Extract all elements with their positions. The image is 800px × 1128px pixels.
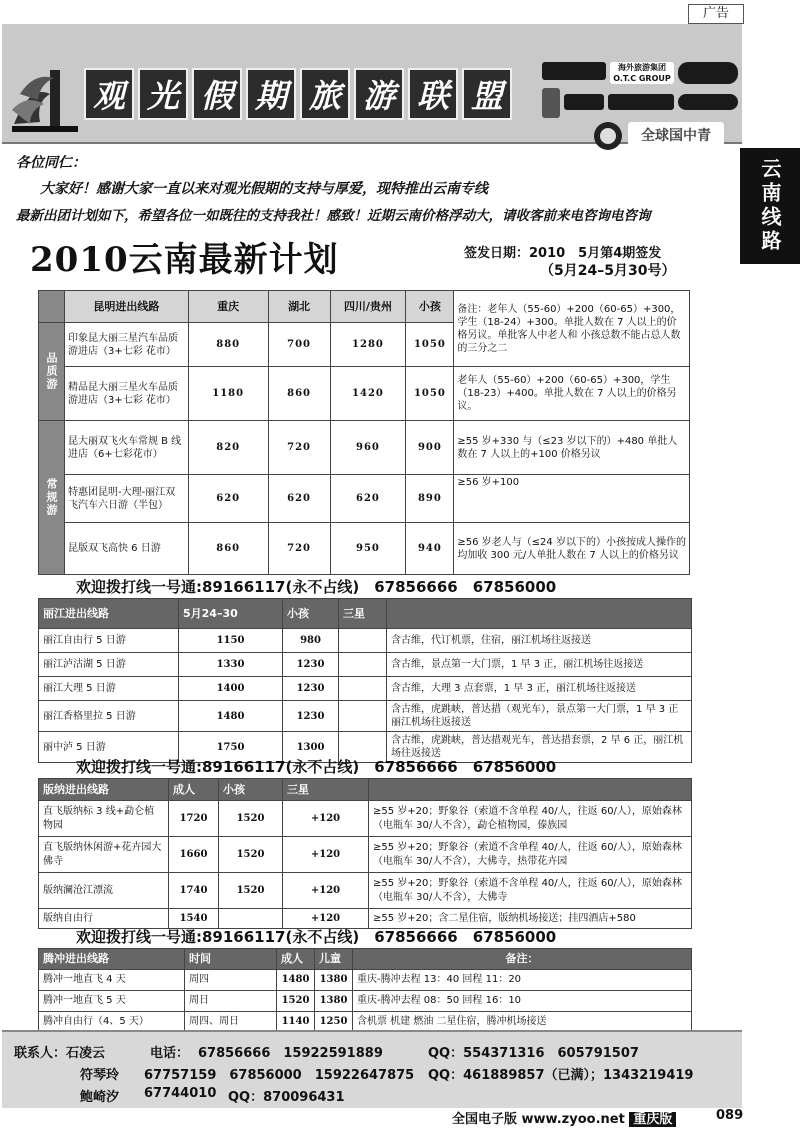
price-cell: 980	[283, 629, 339, 653]
contact-qq: QQ：461889857（已满）；1343219419	[428, 1068, 694, 1083]
note-cell: ≥55 岁+20；含二星住宿，版纳机场接送；挂四酒店+580	[369, 909, 692, 929]
title-char: 期	[246, 68, 296, 120]
note-cell: 老年人（55-60）+200（60-65）+300，学生（18-23）+400。单批人数在 7 人以上的价格另议。	[454, 367, 690, 421]
price-cell: 1520	[219, 837, 283, 873]
contact-panel	[2, 1030, 742, 1108]
contact-phones: 67856666 15922591889	[198, 1046, 383, 1061]
hotline: 欢迎拨打线一号通:89166117(永不占线) 67856666 67856000	[76, 758, 557, 776]
price-cell: 1750	[179, 732, 283, 763]
table-row	[39, 873, 692, 909]
sponsor-logo	[678, 94, 738, 110]
table-row	[39, 837, 692, 873]
route-name: 腾冲一地直飞 5 天	[39, 991, 185, 1012]
note-cell: 重庆-腾冲去程 08：50 回程 16：10	[353, 991, 692, 1012]
note-cell: ≥56 岁老人与（≤24 岁以下的）小孩按成人操作的均加收 300 元/人单批人数在 7 人以上的价格另议	[454, 523, 690, 575]
price-cell: 1250	[315, 1012, 353, 1033]
table-header-cell: 三星	[339, 599, 387, 629]
price-cell: 1140	[277, 1012, 315, 1033]
price-cell: 1660	[169, 837, 219, 873]
note-cell: 含古维，景点第一大门票，1 早 3 正，丽江机场往返接送	[387, 653, 692, 677]
time-cell: 周日	[185, 991, 277, 1012]
star-cell	[339, 653, 387, 677]
price-cell: 1740	[169, 873, 219, 909]
contact-phone-label: 电话：	[150, 1046, 190, 1061]
route-name: 精品昆大丽三星火车品质游进店（3+七彩 花市）	[64, 367, 188, 421]
sponsor-logo	[542, 88, 560, 118]
table-row	[39, 970, 692, 991]
table-header-cell: 时间	[185, 949, 277, 970]
table-header-cell: 成人	[169, 779, 219, 801]
table-header-cell: 小孩	[406, 291, 454, 323]
price-cell: 1050	[406, 367, 454, 421]
table-row	[39, 701, 692, 732]
contact-name: 联系人：石凌云	[14, 1046, 106, 1061]
banna-route-table	[38, 778, 692, 929]
price-cell: 720	[268, 523, 330, 575]
title-char: 光	[138, 68, 188, 120]
side-tab-yunnan: 云南线路	[740, 148, 800, 264]
table-row	[39, 801, 692, 837]
price-cell: 940	[406, 523, 454, 575]
group-label: 品质游	[39, 323, 65, 421]
price-cell: 620	[188, 475, 268, 523]
price-cell: 880	[188, 323, 268, 367]
price-cell: 1230	[283, 677, 339, 701]
table-header-cell: 四川/贵州	[330, 291, 406, 323]
sponsor-logo: 海外旅游集团 O.T.C GROUP	[610, 62, 674, 84]
price-cell: 1520	[277, 991, 315, 1012]
title-char: 联	[408, 68, 458, 120]
price-cell: 620	[330, 475, 406, 523]
price-cell: 1050	[406, 323, 454, 367]
table-header-cell: 昆明进出线路	[64, 291, 188, 323]
table-row	[39, 991, 692, 1012]
contact-qq: QQ：870096431	[228, 1090, 345, 1105]
price-cell: 700	[268, 323, 330, 367]
route-name: 直飞版纳休闲游+花卉园大佛寺	[39, 837, 169, 873]
sponsor-logo: 全球国中青	[628, 122, 724, 150]
price-cell: 1380	[315, 991, 353, 1012]
route-name: 版纳澜沧江漂流	[39, 873, 169, 909]
route-name: 腾冲自由行（4、5 天）	[39, 1012, 185, 1033]
table-header-cell	[387, 599, 692, 629]
sponsor-logo	[608, 94, 674, 110]
table-header-cell: 重庆	[188, 291, 268, 323]
contact-phones: 67744010	[144, 1086, 217, 1101]
contact-phones: 67757159 67856000 15922647875	[144, 1068, 415, 1083]
banner	[2, 24, 742, 144]
ad-tag: 广告	[688, 4, 744, 24]
issue-date: 签发日期：2010 5月第4期签发	[464, 246, 662, 261]
title-char: 旅	[300, 68, 350, 120]
sponsor-logo	[678, 62, 738, 84]
title-char: 游	[354, 68, 404, 120]
note-cell: 含古维，虎跳峡，普达措观光车，普达措套票，2 早 6 正，丽江机场往返接送	[387, 732, 692, 763]
price-cell: 960	[330, 421, 406, 475]
contact-qq: QQ：554371316 605791507	[428, 1046, 639, 1061]
star-cell	[339, 677, 387, 701]
note-cell: ≥55 岁+330 与（≤23 岁以下的）+480 单批人数在 7 人以上的+100 价格另议	[454, 421, 690, 475]
price-cell: 1280	[330, 323, 406, 367]
table-header-cell: 版纳进出线路	[39, 779, 169, 801]
price-cell: 620	[268, 475, 330, 523]
sponsor-logos	[542, 58, 740, 158]
note-cell: 含古维，大理 3 点套票，1 早 3 正，丽江机场往返接送	[387, 677, 692, 701]
price-cell: +120	[283, 909, 369, 929]
greeting-body: 最新出团计划如下，希望各位一如既往的支持我社！感致！近期云南价格浮动大，请收客前来电咨询电咨询	[16, 208, 651, 224]
route-name: 丽中泸 5 日游	[39, 732, 179, 763]
route-name: 丽江香格里拉 5 日游	[39, 701, 179, 732]
title-char: 盟	[462, 68, 512, 120]
table-header-cell: 备注：	[353, 949, 692, 970]
group-label: 常规游	[39, 421, 65, 575]
greeting-body: 大家好！感谢大家一直以来对观光假期的支持与厚爱，现特推出云南专线	[40, 181, 488, 197]
phoenix-logo-icon	[10, 64, 80, 134]
sponsor-logo	[564, 94, 604, 110]
price-cell: 1520	[219, 873, 283, 909]
price-cell: 1150	[179, 629, 283, 653]
table-header-cell	[39, 291, 65, 323]
contact-name: 符琴玲	[80, 1068, 120, 1083]
time-cell: 周四	[185, 970, 277, 991]
route-name: 印象昆大丽三星汽车品质游进店（3+七彩 花市）	[64, 323, 188, 367]
note-cell: 备注：老年人（55-60）+200（60-65）+300，学生（18-24）+300。单批人数在 7 人以上的价格另议。单批客人中老人和 小孩总数不能占总人数的三分之二	[454, 291, 690, 367]
table-header-cell: 腾冲进出线路	[39, 949, 185, 970]
price-cell: 1420	[330, 367, 406, 421]
star-cell	[339, 701, 387, 732]
tengchong-route-table	[38, 948, 692, 1033]
route-name: 丽江自由行 5 日游	[39, 629, 179, 653]
title-char: 观	[84, 68, 134, 120]
contact-name: 鲍崎汐	[80, 1090, 120, 1105]
price-cell: +120	[283, 837, 369, 873]
price-cell: 1520	[219, 801, 283, 837]
note-cell: ≥56 岁+100	[454, 475, 690, 523]
table-header-cell: 丽江进出线路	[39, 599, 179, 629]
note-cell: ≥55 岁+20；野象谷（索道不含单程 40/人，往返 60/人），原始森林（电瓶车 30/人不含），勐仑植物园，傣族园	[369, 801, 692, 837]
price-cell: 1230	[283, 653, 339, 677]
lijiang-route-table	[38, 598, 692, 763]
route-name: 昆版双飞高快 6 日游	[64, 523, 188, 575]
price-cell: 860	[188, 523, 268, 575]
table-header-cell: 湖北	[268, 291, 330, 323]
price-cell: +120	[283, 873, 369, 909]
route-name: 昆大丽双飞火车常规 B 线进店（6+七彩花市）	[64, 421, 188, 475]
alliance-title	[84, 68, 512, 120]
price-cell: 1180	[188, 367, 268, 421]
table-header-cell: 三星	[283, 779, 369, 801]
footer	[452, 1108, 676, 1127]
table-header-cell: 儿童	[315, 949, 353, 970]
price-cell: 950	[330, 523, 406, 575]
note-cell: 含古维，代订机票，住宿，丽江机场往返接送	[387, 629, 692, 653]
price-cell: 900	[406, 421, 454, 475]
star-cell	[339, 629, 387, 653]
route-name: 版纳自由行	[39, 909, 169, 929]
note-cell: 重庆-腾冲去程 13：40 回程 11：20	[353, 970, 692, 991]
price-cell: 1400	[179, 677, 283, 701]
route-name: 丽江大理 5 日游	[39, 677, 179, 701]
footer-site: 全国电子版 www.zyoo.net	[452, 1112, 625, 1127]
kunming-route-table	[38, 290, 690, 575]
greeting-salutation: 各位同仁：	[16, 155, 86, 171]
route-name: 丽江泸沽湖 5 日游	[39, 653, 179, 677]
price-cell: 1720	[169, 801, 219, 837]
sponsor-logo	[542, 62, 606, 80]
table-row	[39, 629, 692, 653]
note-cell: ≥55 岁+20；野象谷（索道不含单程 40/人，往返 60/人），原始森林（电瓶车 30/人不含），大佛寺，热带花卉园	[369, 837, 692, 873]
title-char: 假	[192, 68, 242, 120]
note-cell: ≥55 岁+20；野象谷（索道不含单程 40/人，往返 60/人），原始森林（电瓶车 30/人不含），大佛寺	[369, 873, 692, 909]
table-header-cell: 小孩	[219, 779, 283, 801]
note-cell: 含机票 机建 燃油 二星住宿，腾冲机场接送	[353, 1012, 692, 1033]
price-cell: 1540	[169, 909, 219, 929]
table-row	[39, 653, 692, 677]
issue-range: （5月24–5月30号）	[540, 263, 676, 279]
price-cell: 1230	[283, 701, 339, 732]
price-cell: 1480	[179, 701, 283, 732]
footer-region: 重庆版	[629, 1112, 676, 1127]
table-header-cell: 5月24–30	[179, 599, 283, 629]
emblem-icon	[592, 120, 624, 152]
page-title: 2010云南最新计划	[30, 240, 339, 280]
table-header-cell: 小孩	[283, 599, 339, 629]
table-row	[39, 677, 692, 701]
note-cell: 含古维，虎跳峡，普达措（观光车），景点第一大门票，1 早 3 正丽江机场往返接送	[387, 701, 692, 732]
route-name: 特惠团昆明-大理-丽江双飞汽车六日游（半包）	[64, 475, 188, 523]
table-header-cell	[369, 779, 692, 801]
price-cell: 1380	[315, 970, 353, 991]
price-cell: 720	[268, 421, 330, 475]
price-cell: 1300	[283, 732, 339, 763]
price-cell: 820	[188, 421, 268, 475]
price-cell: 1330	[179, 653, 283, 677]
time-cell: 周四、周日	[185, 1012, 277, 1033]
table-header-cell: 成人	[277, 949, 315, 970]
route-name: 腾冲一地直飞 4 天	[39, 970, 185, 991]
price-cell: 1480	[277, 970, 315, 991]
route-name: 直飞版纳标 3 线+勐仑植物园	[39, 801, 169, 837]
hotline: 欢迎拨打线一号通:89166117(永不占线) 67856666 67856000	[76, 578, 557, 596]
page-number: 089	[716, 1108, 744, 1123]
price-cell: +120	[283, 801, 369, 837]
hotline: 欢迎拨打线一号通:89166117(永不占线) 67856666 67856000	[76, 928, 557, 946]
price-cell: 860	[268, 367, 330, 421]
price-cell: 890	[406, 475, 454, 523]
